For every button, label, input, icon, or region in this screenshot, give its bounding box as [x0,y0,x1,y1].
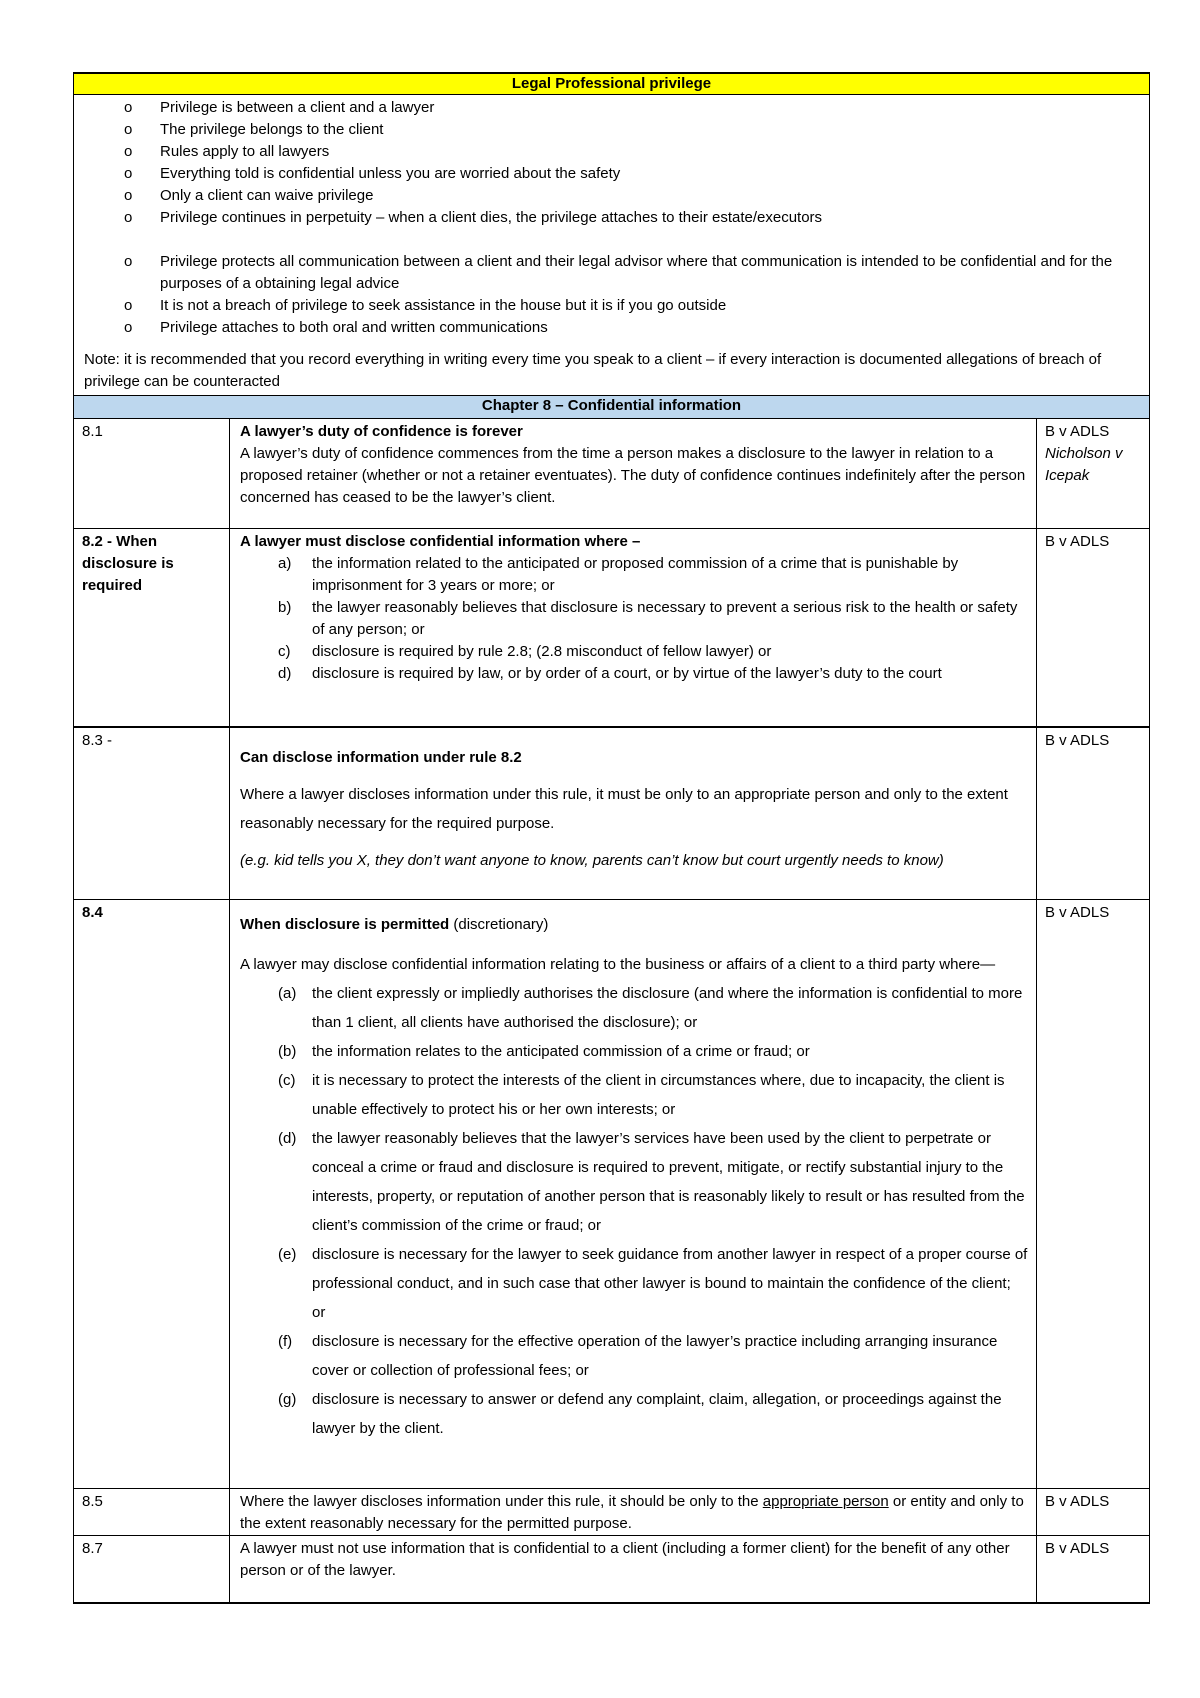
list-text: the information relates to the anticipated commission of a crime or fraud; or [312,1043,810,1060]
bullet-text: Only a client can waive privilege [160,187,374,204]
rule-content [230,419,1037,528]
list-item [240,1124,1028,1240]
bullet-text: The privilege belongs to the client [160,121,384,138]
privilege-bullets-b [84,251,1141,339]
privilege-section [73,95,1150,396]
rule-row-8-4 [73,900,1150,1489]
bullet-text: Rules apply to all lawyers [160,143,330,160]
privilege-title: Legal Professional privilege [73,72,1150,95]
list-item [240,553,1028,597]
rule-heading: Can disclose information under rule 8.2 [240,749,522,766]
list-item [240,663,1028,685]
list-text: it is necessary to protect the interests of the client in circumstances where, due to incapacity, the client is unable effectively to protect his or her own interests; or [312,1072,1005,1118]
rule-heading [240,914,1028,936]
list-marker: (b) [278,1043,297,1060]
rule-content [230,900,1037,1488]
bullet-marker: o [124,187,133,204]
list-marker: (a) [278,985,297,1002]
bullet-marker: o [124,319,133,336]
list-marker: (g) [278,1391,297,1408]
case-reference: B v ADLS [1045,1540,1110,1557]
bullet-marker: o [124,99,133,116]
bullet-item [84,185,1141,207]
bullet-item [84,295,1141,317]
bullet-text: It is not a breach of privilege to seek assistance in the house but it is if you go outside [160,297,727,314]
bullet-text: Privilege attaches to both oral and written communications [160,319,548,336]
rule-text: A lawyer’s duty of confidence commences from the time a person makes a disclosure to the lawyer in relation to a proposed retainer (whether or not a retainer eventuates). The duty of confidence continues indefinitely after the person concerned has ceased to be the lawyer’s client. [240,445,1026,506]
bullet-item [84,97,1141,119]
bullet-item [84,141,1141,163]
list-item [240,1385,1028,1443]
rule-row-8-1 [73,419,1150,529]
list-item [240,1327,1028,1385]
rule-heading: A lawyer must disclose confidential information where – [240,533,641,550]
case-references [1037,419,1149,528]
list-marker: d) [278,665,292,682]
bullet-marker: o [124,297,133,314]
rule-number: 8.5 [74,1489,230,1535]
rule-row-8-3 [73,728,1150,900]
case-reference: B v ADLS [1045,732,1110,749]
list-item [240,1037,1028,1066]
document-page [73,72,1150,1604]
case-reference: B v ADLS [1045,533,1110,550]
rule-number: 8.2 - When disclosure is required [74,529,230,726]
list-text: disclosure is required by rule 2.8; (2.8 misconduct of fellow lawyer) or [312,643,772,660]
rule-example: (e.g. kid tells you X, they don’t want anyone to know, parents can’t know but court urgently needs to know) [240,852,944,869]
rule-row-8-7 [73,1536,1150,1604]
list-marker: (e) [278,1246,297,1263]
rule-content: A lawyer must not use information that is confidential to a client (including a former client) for the benefit of any other person or of the lawyer. [230,1536,1037,1602]
list-marker: (f) [278,1333,293,1350]
privilege-note: Note: it is recommended that you record everything in writing every time you speak to a client – if every interaction is documented allegations of breach of privilege can be counteracted [84,351,1102,390]
list-marker: a) [278,555,292,572]
chapter-title: Chapter 8 – Confidential information [73,396,1150,419]
rule-list [240,979,1028,1443]
list-marker: (c) [278,1072,296,1089]
list-text: disclosure is necessary for the lawyer to seek guidance from another lawyer in respect of a proper course of professional conduct, and in such case that other lawyer is bound to maintain the confidence of the client; or [312,1246,1028,1321]
bullet-text: Privilege protects all communication between a client and their legal advisor where that communication is intended to be confidential and for the purposes of a obtaining legal advice [160,253,1113,292]
list-marker: b) [278,599,292,616]
rule-text: Where a lawyer discloses information under this rule, it must be only to an appropriate person and only to the extent reasonably necessary for the required purpose. [240,786,1008,832]
rule-number: 8.1 [74,419,230,528]
bullet-text: Privilege is between a client and a lawyer [160,99,435,116]
rule-text: or entity and only to the extent reasonably necessary for the permitted purpose. [240,1493,1024,1532]
rule-text: Where the lawyer discloses information under this rule, it should be only to the [240,1493,763,1510]
rule-text-underlined: appropriate person [762,1493,889,1510]
bullet-item [84,119,1141,141]
bullet-text: Everything told is confidential unless you are worried about the safety [160,165,621,182]
bullet-item [84,251,1141,295]
list-item [240,641,1028,663]
bullet-text: Privilege continues in perpetuity – when a client dies, the privilege attaches to their estate/executors [160,209,823,226]
list-text: disclosure is required by law, or by order of a court, or by virtue of the lawyer’s duty to the court [312,665,942,682]
rule-content [230,728,1037,899]
bullet-marker: o [124,209,133,226]
rule-heading: A lawyer’s duty of confidence is forever [240,423,523,440]
list-item [240,1066,1028,1124]
list-text: the lawyer reasonably believes that disclosure is necessary to prevent a serious risk to the health or safety of any person; or [312,599,1018,638]
list-text: disclosure is necessary to answer or defend any complaint, claim, allegation, or proceedings against the lawyer by the client. [312,1391,1002,1437]
rule-number: 8.4 [74,900,230,1488]
case-reference: B v ADLS [1045,423,1110,440]
case-reference: B v ADLS [1045,904,1110,921]
list-item [240,1240,1028,1327]
bullet-item [84,163,1141,185]
bullet-item [84,317,1141,339]
rule-heading-rest: (discretionary) [449,916,549,933]
bullet-marker: o [124,143,133,160]
bullet-item [84,207,1141,229]
case-reference: B v ADLS [1045,1493,1110,1510]
rule-number: 8.3 - [74,728,230,899]
list-text: the client expressly or impliedly authorises the disclosure (and where the information is confidential to more than 1 client, all clients have authorised the disclosure); or [312,985,1023,1031]
rule-number: 8.7 [74,1536,230,1602]
list-text: the lawyer reasonably believes that the lawyer’s services have been used by the client to perpetrate or conceal a crime or fraud and disclosure is required to prevent, mitigate, or rectify substantial injury to the interests, property, or reputation of another person that is reasonably likely to result or has resulted from the client’s commission of the crime or fraud; or [312,1130,1025,1234]
spacer [84,229,1141,251]
rule-row-8-5 [73,1489,1150,1536]
bullet-marker: o [124,165,133,182]
rule-content [230,529,1037,726]
privilege-bullets-a [84,97,1141,229]
list-text: disclosure is necessary for the effective operation of the lawyer’s practice including arranging insurance cover or collection of professional fees; or [312,1333,998,1379]
bullet-marker: o [124,253,133,270]
rule-list [240,553,1028,685]
rule-content [230,1489,1037,1535]
rule-heading-bold: When disclosure is permitted [240,916,450,933]
rule-row-8-2 [73,529,1150,728]
bullet-marker: o [124,121,133,138]
list-marker: c) [278,643,291,660]
list-item [240,597,1028,641]
rule-intro: A lawyer may disclose confidential information relating to the business or affairs of a client to a third party where— [240,956,996,973]
list-marker: (d) [278,1130,297,1147]
list-item [240,979,1028,1037]
list-text: the information related to the anticipated or proposed commission of a crime that is punishable by imprisonment for 3 years or more; or [312,555,959,594]
case-reference: Nicholson v Icepak [1045,445,1123,484]
